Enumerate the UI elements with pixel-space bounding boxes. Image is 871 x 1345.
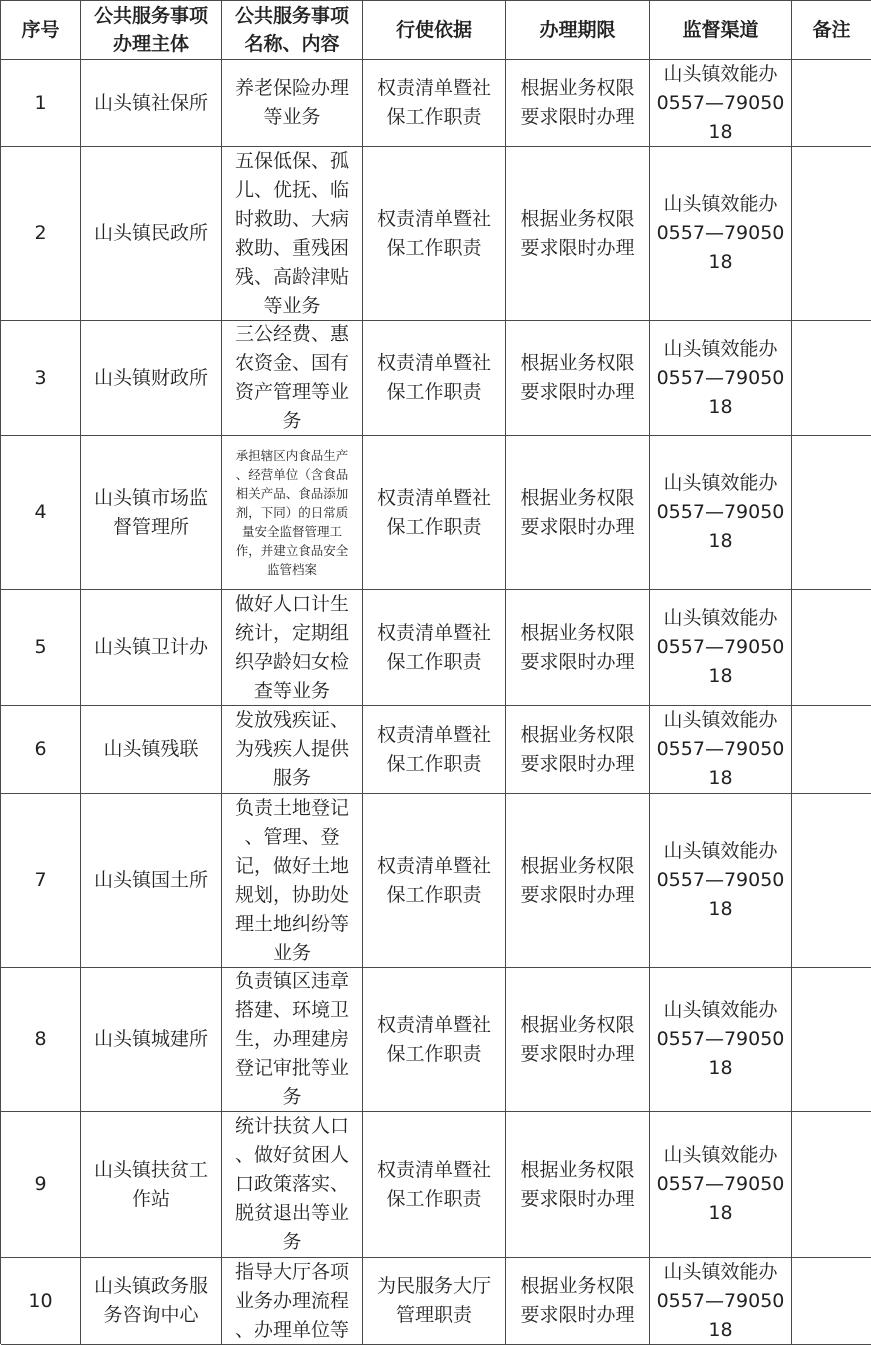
legal-basis-cell-text: 权责清单暨社 保工作职责: [376, 77, 491, 128]
row-number-cell-text: 5: [34, 636, 47, 658]
header-remarks-text: 备注: [812, 19, 851, 41]
processing-period-cell: [506, 436, 650, 590]
supervision-channel-cell-text: 山头镇效能办 0557—79050 18: [656, 999, 785, 1079]
processing-period-cell: [506, 590, 650, 706]
processing-period-cell-text: 根据业务权限 要求限时办理: [520, 854, 635, 906]
supervision-channel-cell-text: 山头镇效能办 0557—79050 18: [656, 709, 785, 789]
processing-period-cell-text: 根据业务权限 要求限时办理: [520, 723, 635, 775]
service-subject-cell-text: 山头镇城建所: [93, 1028, 208, 1050]
service-subject-cell: [81, 321, 222, 436]
row-number-cell: [1, 968, 81, 1112]
legal-basis-cell: [363, 794, 506, 968]
supervision-channel-cell-text: 山头镇效能办 0557—79050 18: [656, 472, 785, 552]
processing-period-cell: [506, 321, 650, 436]
processing-period-cell: [506, 706, 650, 794]
legal-basis-cell: [363, 590, 506, 706]
header-service-subject: [81, 1, 222, 60]
service-content-cell-text: 承担辖区内食品生产 、经营单位（含食品 相关产品、食品添加 剂，下同）的日常质 量安全监督管理工 作，并建立食品安全 监管档案: [235, 448, 349, 577]
legal-basis-cell-text: 权责清单暨社 保工作职责: [376, 723, 491, 775]
service-content-cell-text: 指导大厅各项 业务办理流程 、办理单位等: [234, 1260, 349, 1341]
legal-basis-cell: [363, 1258, 506, 1345]
service-content-cell-text: 统计扶贫人口 、做好贫困人 口政策落实、 脱贫退出等业 务: [234, 1115, 349, 1253]
service-content-cell-text: 负责镇区违章 搭建、环境卫 生，办理建房 登记审批等业 务: [234, 970, 349, 1108]
service-subject-cell: [81, 1258, 222, 1345]
processing-period-cell-text: 根据业务权限 要求限时办理: [520, 77, 635, 128]
remarks-cell: [792, 706, 871, 794]
remarks-cell: [792, 321, 871, 436]
header-remarks: [792, 1, 871, 60]
remarks-cell: [792, 60, 871, 147]
service-subject-cell-text: 山头镇社保所: [93, 91, 208, 114]
row-number-cell-text: 3: [34, 366, 47, 389]
header-supervision-channel-text: 监督渠道: [682, 19, 759, 41]
processing-period-cell: [506, 794, 650, 968]
supervision-channel-cell: [650, 1258, 792, 1345]
service-subject-cell-text: 山头镇卫计办: [93, 636, 208, 658]
row-number-cell-text: 8: [34, 1028, 47, 1050]
service-content-cell-text: 三公经费、惠 农资金、国有 资产管理等业 务: [234, 323, 349, 432]
row-number-cell: [1, 60, 81, 147]
header-processing-period: [506, 1, 650, 60]
row-number-cell: [1, 436, 81, 590]
processing-period-cell-text: 根据业务权限 要求限时办理: [520, 207, 635, 259]
remarks-cell: [792, 1112, 871, 1258]
row-number-cell: [1, 321, 81, 436]
service-content-cell: [222, 590, 363, 706]
supervision-channel-cell: [650, 706, 792, 794]
service-content-cell: [222, 1258, 363, 1345]
row-number-cell-text: 4: [34, 501, 47, 523]
service-subject-cell: [81, 60, 222, 147]
service-subject-cell-text: 山头镇民政所: [93, 222, 208, 244]
supervision-channel-cell-text: 山头镇效能办 0557—79050 18: [656, 607, 785, 687]
processing-period-cell: [506, 1112, 650, 1258]
legal-basis-cell-text: 权责清单暨社 保工作职责: [376, 352, 491, 403]
row-number-cell-text: 10: [28, 1289, 53, 1312]
row-number-cell: [1, 1258, 81, 1345]
header-processing-period-text: 办理期限: [539, 19, 616, 41]
service-subject-cell: [81, 706, 222, 794]
supervision-channel-cell: [650, 1112, 792, 1258]
legal-basis-cell-text: 权责清单暨社 保工作职责: [376, 207, 491, 259]
service-content-cell: [222, 436, 363, 590]
legal-basis-cell: [363, 706, 506, 794]
service-subject-cell-text: 山头镇国土所: [93, 869, 208, 891]
legal-basis-cell-text: 权责清单暨社 保工作职责: [376, 1158, 491, 1210]
header-service-content-text: 公共服务事项 名称、内容: [234, 5, 349, 55]
supervision-channel-cell: [650, 436, 792, 590]
service-subject-cell: [81, 968, 222, 1112]
supervision-channel-cell-text: 山头镇效能办 0557—79050 18: [656, 840, 785, 920]
supervision-channel-cell-text: 山头镇效能办 0557—79050 18: [656, 1260, 785, 1341]
row-number-cell-text: 9: [34, 1173, 47, 1195]
service-subject-cell: [81, 794, 222, 968]
service-content-cell-text: 五保低保、孤 儿、优抚、临 时救助、大病 救助、重残困 残、高龄津贴 等业务: [234, 149, 349, 317]
legal-basis-cell: [363, 436, 506, 590]
service-subject-cell: [81, 590, 222, 706]
row-number-cell-text: 1: [34, 91, 47, 114]
legal-basis-cell: [363, 1112, 506, 1258]
service-subject-cell-text: 山头镇财政所: [93, 366, 208, 389]
supervision-channel-cell: [650, 321, 792, 436]
remarks-cell: [792, 968, 871, 1112]
legal-basis-cell: [363, 968, 506, 1112]
row-number-cell: [1, 590, 81, 706]
service-subject-cell: [81, 436, 222, 590]
supervision-channel-cell-text: 山头镇效能办 0557—79050 18: [656, 62, 785, 143]
supervision-channel-cell: [650, 590, 792, 706]
service-subject-cell-text: 山头镇残联: [103, 738, 199, 760]
legal-basis-cell: [363, 60, 506, 147]
header-service-content: [222, 1, 363, 60]
legal-basis-cell-text: 为民服务大厅 管理职责: [376, 1275, 491, 1326]
header-legal-basis: [363, 1, 506, 60]
service-content-cell: [222, 321, 363, 436]
processing-period-cell-text: 根据业务权限 要求限时办理: [520, 1275, 635, 1326]
supervision-channel-cell-text: 山头镇效能办 0557—79050 18: [656, 337, 785, 418]
legal-basis-cell-text: 权责清单暨社 保工作职责: [376, 621, 491, 673]
supervision-channel-cell: [650, 794, 792, 968]
processing-period-cell: [506, 60, 650, 147]
processing-period-cell: [506, 147, 650, 321]
service-subject-cell: [81, 1112, 222, 1258]
row-number-cell: [1, 1112, 81, 1258]
remarks-cell: [792, 590, 871, 706]
service-content-cell: [222, 147, 363, 321]
remarks-cell: [792, 436, 871, 590]
processing-period-cell-text: 根据业务权限 要求限时办理: [520, 1013, 635, 1065]
legal-basis-cell: [363, 147, 506, 321]
remarks-cell: [792, 147, 871, 321]
service-subject-cell-text: 山头镇市场监 督管理所: [93, 486, 208, 538]
header-row-number-text: 序号: [21, 19, 60, 41]
service-content-cell-text: 做好人口计生 统计，定期组 织孕龄妇女检 查等业务: [234, 592, 349, 702]
supervision-channel-cell-text: 山头镇效能办 0557—79050 18: [656, 1144, 785, 1224]
row-number-cell-text: 2: [34, 222, 47, 244]
supervision-channel-cell: [650, 968, 792, 1112]
remarks-cell: [792, 794, 871, 968]
legal-basis-cell-text: 权责清单暨社 保工作职责: [376, 1013, 491, 1065]
row-number-cell: [1, 794, 81, 968]
processing-period-cell-text: 根据业务权限 要求限时办理: [520, 486, 635, 538]
legal-basis-cell-text: 权责清单暨社 保工作职责: [376, 486, 491, 538]
processing-period-cell-text: 根据业务权限 要求限时办理: [520, 621, 635, 673]
row-number-cell-text: 7: [34, 869, 47, 891]
service-content-cell: [222, 794, 363, 968]
legal-basis-cell: [363, 321, 506, 436]
header-supervision-channel: [650, 1, 792, 60]
processing-period-cell: [506, 968, 650, 1112]
service-content-cell-text: 发放残疾证、 为残疾人提供 服务: [234, 709, 349, 789]
processing-period-cell-text: 根据业务权限 要求限时办理: [520, 352, 635, 403]
legal-basis-cell-text: 权责清单暨社 保工作职责: [376, 854, 491, 906]
service-subject-cell: [81, 147, 222, 321]
row-number-cell: [1, 706, 81, 794]
service-content-cell: [222, 706, 363, 794]
supervision-channel-cell-text: 山头镇效能办 0557—79050 18: [656, 193, 785, 273]
service-subject-cell-text: 山头镇扶贫工 作站: [93, 1158, 208, 1210]
service-content-cell-text: 负责土地登记 、管理、登 记，做好土地 规划，协助处 理土地纠纷等 业务: [234, 796, 349, 964]
header-service-subject-text: 公共服务事项 办理主体: [93, 5, 208, 55]
remarks-cell: [792, 1258, 871, 1345]
service-content-cell: [222, 1112, 363, 1258]
processing-period-cell-text: 根据业务权限 要求限时办理: [520, 1158, 635, 1210]
supervision-channel-cell: [650, 60, 792, 147]
supervision-channel-cell: [650, 147, 792, 321]
service-content-cell: [222, 60, 363, 147]
row-number-cell-text: 6: [34, 738, 47, 760]
service-content-cell: [222, 968, 363, 1112]
header-legal-basis-text: 行使依据: [395, 19, 472, 41]
header-row-number: [1, 1, 81, 60]
row-number-cell: [1, 147, 81, 321]
service-content-cell-text: 养老保险办理 等业务: [234, 77, 349, 128]
processing-period-cell: [506, 1258, 650, 1345]
service-subject-cell-text: 山头镇政务服 务咨询中心: [93, 1275, 208, 1326]
